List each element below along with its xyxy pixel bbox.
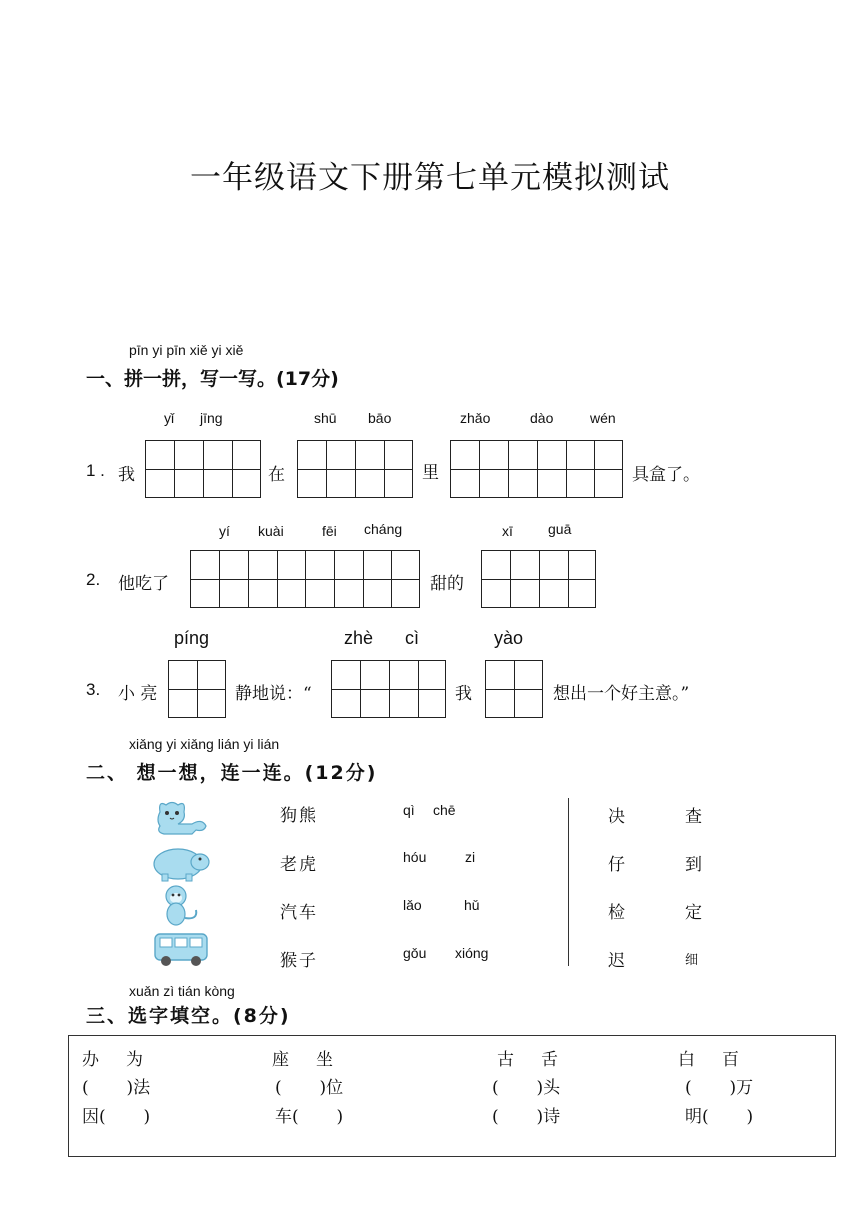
q1-text-1: 我	[118, 465, 135, 485]
char-dao[interactable]: 到	[685, 855, 702, 875]
section3-pinyin: xuǎn zì tián kòng	[129, 983, 235, 999]
pinyin-xiong[interactable]: xióng	[455, 945, 489, 961]
char-chi[interactable]: 迟	[608, 951, 625, 971]
car-picture	[152, 928, 210, 968]
pinyin-ci: cì	[405, 628, 420, 648]
pinyin-gua: guā	[548, 521, 572, 537]
q2-text-1: 他吃了	[118, 574, 169, 594]
char-jue[interactable]: 决	[608, 807, 625, 827]
pinyin-lao[interactable]: lǎo	[403, 897, 422, 913]
pinyin-hu[interactable]: hǔ	[464, 897, 480, 913]
pinyin-fei: fēi	[322, 523, 337, 539]
blank-shi[interactable]: ( )诗	[492, 1107, 561, 1127]
options-gu-she: 古 舌	[497, 1050, 559, 1070]
hippo-picture	[152, 842, 210, 882]
q1-text-2: 在	[268, 465, 285, 485]
word-gouxiong[interactable]: 狗熊	[280, 806, 318, 826]
options-zuo: 座 坐	[272, 1050, 334, 1070]
char-jian[interactable]: 检	[608, 903, 625, 923]
q3-text-4: 想出一个好主意。”	[553, 684, 690, 704]
q3-text-2: 静地说：“	[235, 684, 312, 704]
writing-grid-zheci[interactable]	[331, 660, 446, 718]
writing-grid-yao[interactable]	[485, 660, 543, 718]
question-1-number: 1 .	[86, 461, 105, 480]
options-ban-wei: 办 为	[82, 1050, 144, 1070]
question-2-number: 2.	[86, 570, 101, 589]
pinyin-yao: yào	[494, 628, 524, 648]
pinyin-hou[interactable]: hóu	[403, 849, 427, 865]
writing-grid-yijing[interactable]	[145, 440, 261, 498]
pinyin-jing: jīng	[200, 410, 223, 426]
section1-pinyin: pīn yi pīn xiě yi xiě	[129, 342, 244, 358]
pinyin-ping: píng	[174, 628, 210, 648]
cat-picture	[152, 796, 210, 838]
blank-wei[interactable]: ( )位	[275, 1078, 344, 1098]
page-title: 一年级语文下册第七单元模拟测试	[190, 160, 670, 196]
pinyin-yi: yǐ	[164, 410, 175, 426]
writing-grid-shubao[interactable]	[297, 440, 413, 498]
word-laohu[interactable]: 老虎	[280, 855, 318, 875]
section2-pinyin: xiǎng yi xiǎng lián yi lián	[129, 736, 280, 752]
blank-ming[interactable]: 明( )	[685, 1107, 754, 1127]
q3-text-1: 小 亮	[118, 684, 158, 704]
q1-text-4: 具盒了。	[632, 465, 700, 485]
pinyin-qi[interactable]: qì	[403, 802, 415, 818]
pinyin-shu: shū	[314, 410, 337, 426]
section2-divider	[568, 798, 569, 966]
pinyin-kuai: kuài	[258, 523, 284, 539]
pinyin-dao: dào	[530, 410, 554, 426]
blank-wan[interactable]: ( )万	[685, 1078, 754, 1098]
writing-grid-yikuaifeichang[interactable]	[190, 550, 420, 608]
blank-tou[interactable]: ( )头	[492, 1078, 561, 1098]
word-qiche[interactable]: 汽车	[280, 903, 318, 923]
char-ding[interactable]: 定	[685, 903, 702, 923]
char-xi[interactable]: 细	[685, 953, 699, 968]
pinyin-wen: wén	[590, 410, 616, 426]
section2-heading: 二、 想一想，连一连。(12分)	[86, 762, 378, 784]
options-bai: 白 百	[678, 1050, 740, 1070]
section3-heading: 三、选字填空。(8分)	[86, 1005, 291, 1027]
word-houzi[interactable]: 猴子	[280, 951, 318, 971]
section1-heading: 一、拼一拼，写一写。(17分)	[86, 368, 339, 390]
pinyin-chang: cháng	[364, 521, 403, 537]
writing-grid-xigua[interactable]	[481, 550, 596, 608]
pinyin-zhe: zhè	[344, 628, 374, 648]
q2-text-2: 甜的	[430, 574, 464, 594]
question-3-number: 3.	[86, 680, 101, 699]
writing-grid-zhaodaowen[interactable]	[450, 440, 623, 498]
monkey-picture	[158, 884, 204, 928]
q3-text-3: 我	[455, 684, 472, 704]
pinyin-bao: bāo	[368, 410, 392, 426]
pinyin-gou[interactable]: gǒu	[403, 945, 427, 961]
pinyin-che[interactable]: chē	[433, 802, 456, 818]
pinyin-yi2: yí	[219, 523, 230, 539]
blank-che[interactable]: 车( )	[275, 1107, 344, 1127]
pinyin-xi: xī	[502, 523, 513, 539]
q1-text-3: 里	[422, 463, 439, 483]
char-cha[interactable]: 查	[685, 807, 702, 827]
pinyin-zhao: zhǎo	[460, 410, 491, 426]
pinyin-zi[interactable]: zi	[465, 849, 476, 865]
blank-yin[interactable]: 因( )	[82, 1107, 151, 1127]
blank-fa[interactable]: ( )法	[82, 1078, 151, 1098]
writing-grid-ping[interactable]	[168, 660, 226, 718]
char-zai[interactable]: 仔	[608, 855, 625, 875]
